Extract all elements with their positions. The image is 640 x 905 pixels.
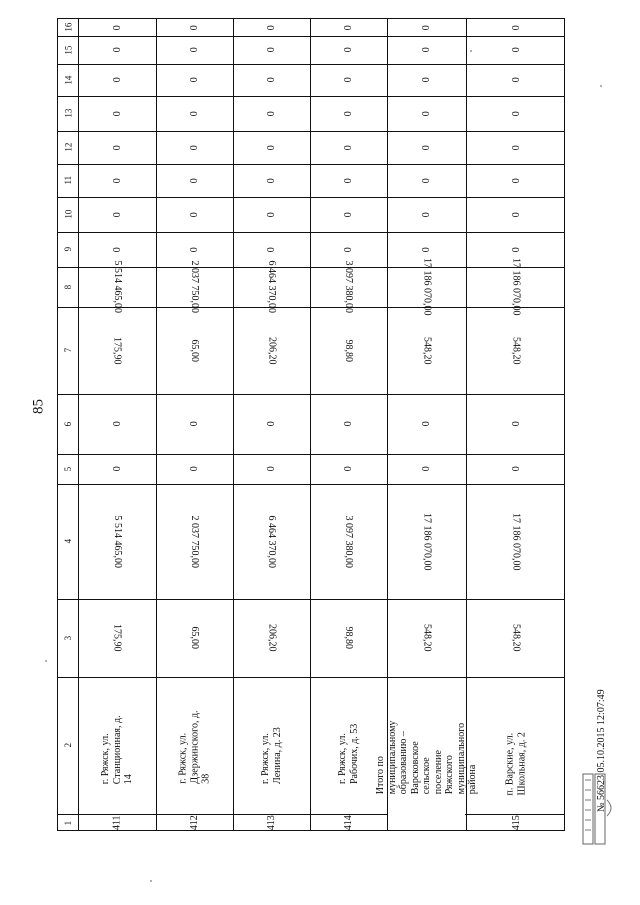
- value-cell: [310, 599, 387, 677]
- value-cell-text: 0: [265, 25, 277, 30]
- column-header-text: 7: [62, 348, 73, 353]
- value-cell-text: 0: [111, 247, 123, 252]
- value-cell-text: 0: [111, 212, 123, 217]
- value-cell: [387, 36, 466, 64]
- value-cell-text: 0: [342, 145, 354, 150]
- value-cell: [387, 307, 466, 394]
- value-cell-text: 0: [111, 25, 123, 30]
- value-cell: [78, 394, 156, 454]
- column-header: [58, 232, 78, 267]
- value-cell-text: 0: [265, 212, 277, 217]
- value-cell-text: 0: [342, 111, 354, 116]
- value-cell-text: 0: [265, 178, 277, 183]
- value-cell-text: 0: [265, 421, 277, 427]
- scan-speck: [600, 85, 602, 87]
- value-cell: [78, 36, 156, 64]
- value-cell: [233, 131, 310, 164]
- column-header: [58, 164, 78, 197]
- column-header: [58, 36, 78, 64]
- value-cell-text: 0: [510, 178, 522, 183]
- value-cell: [310, 131, 387, 164]
- value-cell-text: 0: [265, 466, 277, 472]
- value-cell-text: 0: [510, 247, 522, 252]
- value-cell-text: 6 464 370,00: [266, 260, 278, 314]
- value-cell: [466, 599, 566, 677]
- value-cell: [78, 307, 156, 394]
- scan-speck: [45, 660, 47, 662]
- value-cell-text: 0: [265, 47, 277, 53]
- address-cell: [78, 677, 156, 814]
- value-cell: [466, 36, 566, 64]
- value-cell-text: 0: [420, 178, 432, 183]
- value-cell: [156, 164, 233, 197]
- value-cell: [233, 484, 310, 599]
- value-cell-text: 0: [420, 247, 432, 252]
- value-cell: [156, 394, 233, 454]
- value-cell: [387, 96, 466, 131]
- value-cell: [466, 19, 566, 36]
- value-cell-text: 0: [420, 25, 432, 30]
- value-cell: [387, 131, 466, 164]
- column-header: [58, 197, 78, 232]
- row-number-text: 414: [342, 815, 354, 831]
- value-cell: [466, 96, 566, 131]
- column-header: [58, 454, 78, 484]
- value-cell: [78, 164, 156, 197]
- column-header-text: 3: [62, 635, 73, 641]
- value-cell: [387, 19, 466, 36]
- address-cell-text: г. Ряжск, ул. Рабочих, д. 53: [337, 723, 360, 784]
- value-cell: [78, 484, 156, 599]
- value-cell-text: 17 186 070,00: [421, 258, 433, 316]
- column-header-text: 2: [62, 743, 73, 748]
- value-cell-text: 0: [188, 466, 200, 472]
- value-cell-text: 0: [188, 212, 200, 217]
- column-header-text: 6: [62, 421, 73, 427]
- column-header-text: 14: [62, 75, 73, 85]
- value-cell: [233, 164, 310, 197]
- value-cell-text: 5 514 465,00: [111, 515, 123, 568]
- document-stamp: № 56623 05.10.2015 12:07:49: [596, 689, 607, 812]
- value-cell: [233, 454, 310, 484]
- value-cell: [387, 197, 466, 232]
- value-cell-text: 0: [111, 77, 123, 83]
- value-cell: [78, 454, 156, 484]
- value-cell: [466, 232, 566, 267]
- value-cell-text: 0: [111, 145, 123, 150]
- value-cell-text: 0: [188, 178, 200, 183]
- value-cell-text: 0: [188, 111, 200, 116]
- value-cell: [466, 131, 566, 164]
- value-cell: [233, 197, 310, 232]
- value-cell: [387, 484, 466, 599]
- value-cell: [387, 164, 466, 197]
- column-header-text: 15: [62, 45, 73, 55]
- value-cell: [156, 484, 233, 599]
- value-cell: [78, 197, 156, 232]
- value-cell-text: 0: [510, 421, 522, 427]
- value-cell-text: 0: [510, 212, 522, 217]
- column-header: [58, 19, 78, 36]
- value-cell-text: 65,00: [189, 339, 201, 362]
- value-cell: [156, 454, 233, 484]
- value-cell-text: 175,90: [111, 624, 123, 652]
- page-number: 85: [30, 399, 47, 414]
- value-cell: [466, 484, 566, 599]
- column-header: [58, 307, 78, 394]
- value-cell-text: 548,20: [510, 336, 522, 365]
- column-header: [58, 599, 78, 677]
- scan-speck: [470, 50, 472, 52]
- value-cell-text: 0: [342, 25, 354, 30]
- value-cell-text: 0: [420, 111, 432, 116]
- value-cell: [156, 19, 233, 36]
- value-cell-text: 3 097 380,00: [343, 515, 355, 568]
- value-cell-text: 0: [510, 47, 522, 53]
- row-number: [156, 814, 233, 832]
- value-cell: [310, 232, 387, 267]
- value-cell: [156, 96, 233, 131]
- value-cell-text: 17 186 070,00: [510, 512, 522, 571]
- value-cell-text: 0: [111, 421, 123, 427]
- column-header: [58, 267, 78, 307]
- value-cell: [387, 258, 466, 316]
- value-cell-text: 0: [188, 145, 200, 150]
- value-cell-text: 0: [111, 178, 123, 183]
- value-cell: [310, 454, 387, 484]
- value-cell: [466, 454, 566, 484]
- value-cell-text: 0: [420, 77, 432, 83]
- column-header: [58, 64, 78, 96]
- value-cell-text: 0: [188, 77, 200, 83]
- row-number-text: 412: [188, 815, 200, 831]
- value-cell: [78, 19, 156, 36]
- value-cell-text: 0: [342, 178, 354, 183]
- value-cell-text: 0: [111, 466, 123, 472]
- row-number: [233, 814, 310, 832]
- column-header-text: 16: [62, 23, 73, 32]
- column-header-text: 9: [62, 247, 73, 252]
- address-cell-text: г. Ряжск, ул. Станционная, д. 14: [99, 715, 134, 785]
- address-cell: [156, 677, 233, 814]
- value-cell: [233, 96, 310, 131]
- value-cell-text: 0: [420, 466, 432, 472]
- column-header-text: 5: [62, 466, 73, 472]
- value-cell: [310, 197, 387, 232]
- value-cell: [233, 599, 310, 677]
- value-cell-text: 2 037 750,00: [189, 515, 201, 568]
- column-header: [58, 814, 78, 832]
- value-cell: [156, 64, 233, 96]
- value-cell: [78, 599, 156, 677]
- value-cell-text: 0: [111, 47, 123, 53]
- value-cell: [156, 197, 233, 232]
- address-cell-text: п. Варские, ул. Школьная, д. 2: [504, 732, 527, 796]
- value-cell: [233, 19, 310, 36]
- value-cell-text: 0: [111, 111, 123, 116]
- value-cell-text: 0: [510, 25, 522, 30]
- value-cell-text: 6 464 370,00: [266, 515, 278, 568]
- value-cell: [156, 131, 233, 164]
- value-cell-text: 548,20: [510, 624, 522, 652]
- value-cell: [466, 64, 566, 96]
- value-cell-text: 0: [342, 466, 354, 472]
- value-cell: [310, 260, 387, 314]
- value-cell-text: 98,80: [343, 626, 355, 650]
- value-cell: [310, 164, 387, 197]
- value-cell: [156, 36, 233, 64]
- column-header-text: 13: [62, 109, 73, 118]
- value-cell: [310, 64, 387, 96]
- value-cell-text: 0: [510, 77, 522, 83]
- column-header: [58, 677, 78, 814]
- value-cell: [156, 599, 233, 677]
- value-cell-text: 0: [265, 111, 277, 116]
- value-cell: [310, 394, 387, 454]
- value-cell: [466, 164, 566, 197]
- value-cell-text: 65,00: [189, 626, 201, 650]
- value-cell-text: 0: [510, 145, 522, 150]
- address-cell-text: г. Ряжск, ул. Ленина, д. 23: [260, 727, 283, 784]
- value-cell-text: 2 037 750,00: [189, 260, 201, 314]
- address-cell: [233, 677, 310, 814]
- value-cell-text: 0: [420, 421, 432, 427]
- value-cell-text: 206,20: [266, 336, 278, 365]
- value-cell: [78, 64, 156, 96]
- value-cell: [233, 260, 310, 314]
- column-header-text: 8: [62, 284, 73, 290]
- column-header-text: 10: [62, 210, 73, 219]
- value-cell: [233, 307, 310, 394]
- value-cell-text: 206,20: [266, 624, 278, 652]
- value-cell: [233, 394, 310, 454]
- value-cell-text: 0: [188, 247, 200, 252]
- scan-speck: [150, 880, 152, 882]
- value-cell: [466, 197, 566, 232]
- value-cell: [310, 36, 387, 64]
- value-cell-text: 3 097 380,00: [343, 260, 355, 314]
- value-cell: [78, 96, 156, 131]
- column-header-text: 11: [62, 176, 73, 185]
- value-cell-text: 0: [420, 145, 432, 150]
- value-cell: [310, 484, 387, 599]
- value-cell-text: 0: [420, 212, 432, 217]
- value-cell: [466, 307, 566, 394]
- value-cell: [387, 599, 466, 677]
- value-cell: [156, 232, 233, 267]
- value-cell: [78, 232, 156, 267]
- value-cell: [78, 131, 156, 164]
- value-cell-text: 0: [420, 47, 432, 53]
- row-number: [310, 814, 387, 832]
- value-cell-text: 0: [510, 466, 522, 472]
- value-cell: [310, 96, 387, 131]
- value-cell: [310, 307, 387, 394]
- value-cell: [156, 260, 233, 314]
- address-cell-text: Итого по муниципальному образованию – Варсковское сельское поселение Ряжского муниципального района: [374, 720, 478, 794]
- value-cell-text: 0: [342, 47, 354, 53]
- value-cell-text: 0: [342, 77, 354, 83]
- value-cell-text: 0: [265, 247, 277, 252]
- value-cell-text: 17 186 070,00: [510, 258, 522, 316]
- value-cell-text: 0: [188, 25, 200, 30]
- value-cell-text: 0: [342, 421, 354, 427]
- value-cell-text: 548,20: [421, 624, 433, 652]
- value-cell-text: 98,80: [343, 339, 355, 362]
- row-number-text: 415: [510, 815, 522, 831]
- value-cell-text: 0: [342, 247, 354, 252]
- value-cell: [78, 260, 156, 314]
- value-cell: [466, 394, 566, 454]
- value-cell: [387, 64, 466, 96]
- column-header: [58, 394, 78, 454]
- column-header-text: 4: [62, 539, 73, 544]
- value-cell: [466, 258, 566, 316]
- row-number: [78, 814, 156, 832]
- row-number-text: 411: [111, 815, 123, 831]
- value-cell: [156, 307, 233, 394]
- column-header: [58, 96, 78, 131]
- value-cell: [310, 19, 387, 36]
- value-cell-text: 0: [188, 47, 200, 53]
- value-cell: [387, 394, 466, 454]
- row-number-text: 413: [265, 815, 277, 831]
- value-cell-text: 0: [188, 421, 200, 427]
- column-header: [58, 484, 78, 599]
- value-cell-text: 548,20: [421, 336, 433, 365]
- value-cell: [387, 232, 466, 267]
- address-cell: [374, 677, 478, 832]
- value-cell-text: 0: [510, 111, 522, 116]
- value-cell-text: 0: [265, 77, 277, 83]
- address-cell-text: г. Ряжск, ул. Дзержинского, д. 38: [177, 710, 212, 784]
- column-header-text: 12: [62, 143, 73, 152]
- value-cell-text: 5 514 465,00: [111, 260, 123, 314]
- column-header: [58, 131, 78, 164]
- address-cell: [466, 677, 566, 814]
- data-table: [57, 18, 565, 831]
- value-cell-text: 175,90: [111, 336, 123, 365]
- value-cell: [233, 64, 310, 96]
- row-number: [466, 814, 566, 832]
- value-cell: [233, 36, 310, 64]
- column-header-text: 1: [62, 820, 73, 826]
- value-cell: [387, 454, 466, 484]
- value-cell-text: 17 186 070,00: [421, 512, 433, 571]
- value-cell: [233, 232, 310, 267]
- value-cell-text: 0: [342, 212, 354, 217]
- value-cell-text: 0: [265, 145, 277, 150]
